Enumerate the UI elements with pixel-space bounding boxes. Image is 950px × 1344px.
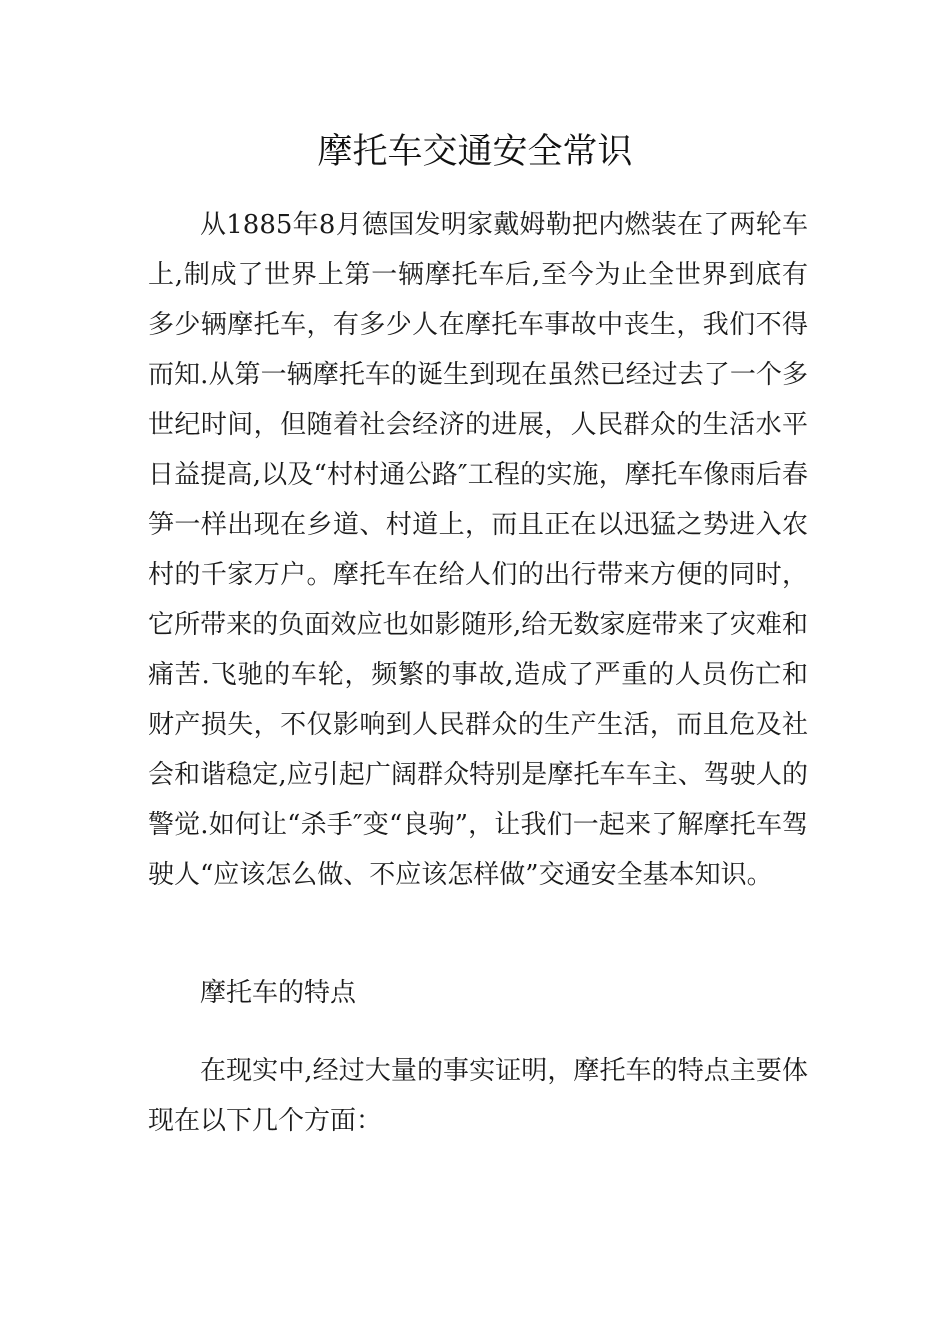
section-heading: 摩托车的特点 [200, 978, 357, 1008]
intro-paragraph: 从1885年8月德国发明家戴姆勒把内燃装在了两轮车上,制成了世界上第一辆摩托车后,至今为止全世界到底有多少辆摩托车，有多少人在摩托车事故中丧生，我们不得而知.从第一辆摩托车的诞生到现在虽然已经过去了一个多世纪时间，但随着社会经济的进展，人民群众的生活水平日益提高,以及“村村通公路″工程的实施，摩托车像雨后春笋一样出现在乡道、村道上，而且正在以迅猛之势进入农村的千家万户。摩托车在给人们的出行带来方便的同时，它所带来的负面效应也如影随形,给无数家庭带来了灾难和痛苦.飞驰的车轮，频繁的事故,造成了严重的人员伤亡和财产损失，不仅影响到人民群众的生产生活，而且危及社会和谐稳定,应引起广阔群众特别是摩托车车主、驾驶人的警觉.如何让“杀手″变“良驹”，让我们一起来了解摩托车驾驶人“应该怎么做、不应该怎样做”交通安全基本知识。 [148, 210, 808, 890]
document-title: 摩托车交通安全常识 [317, 132, 633, 172]
body-paragraph: 在现实中,经过大量的事实证明，摩托车的特点主要体现在以下几个方面： [148, 1056, 808, 1136]
